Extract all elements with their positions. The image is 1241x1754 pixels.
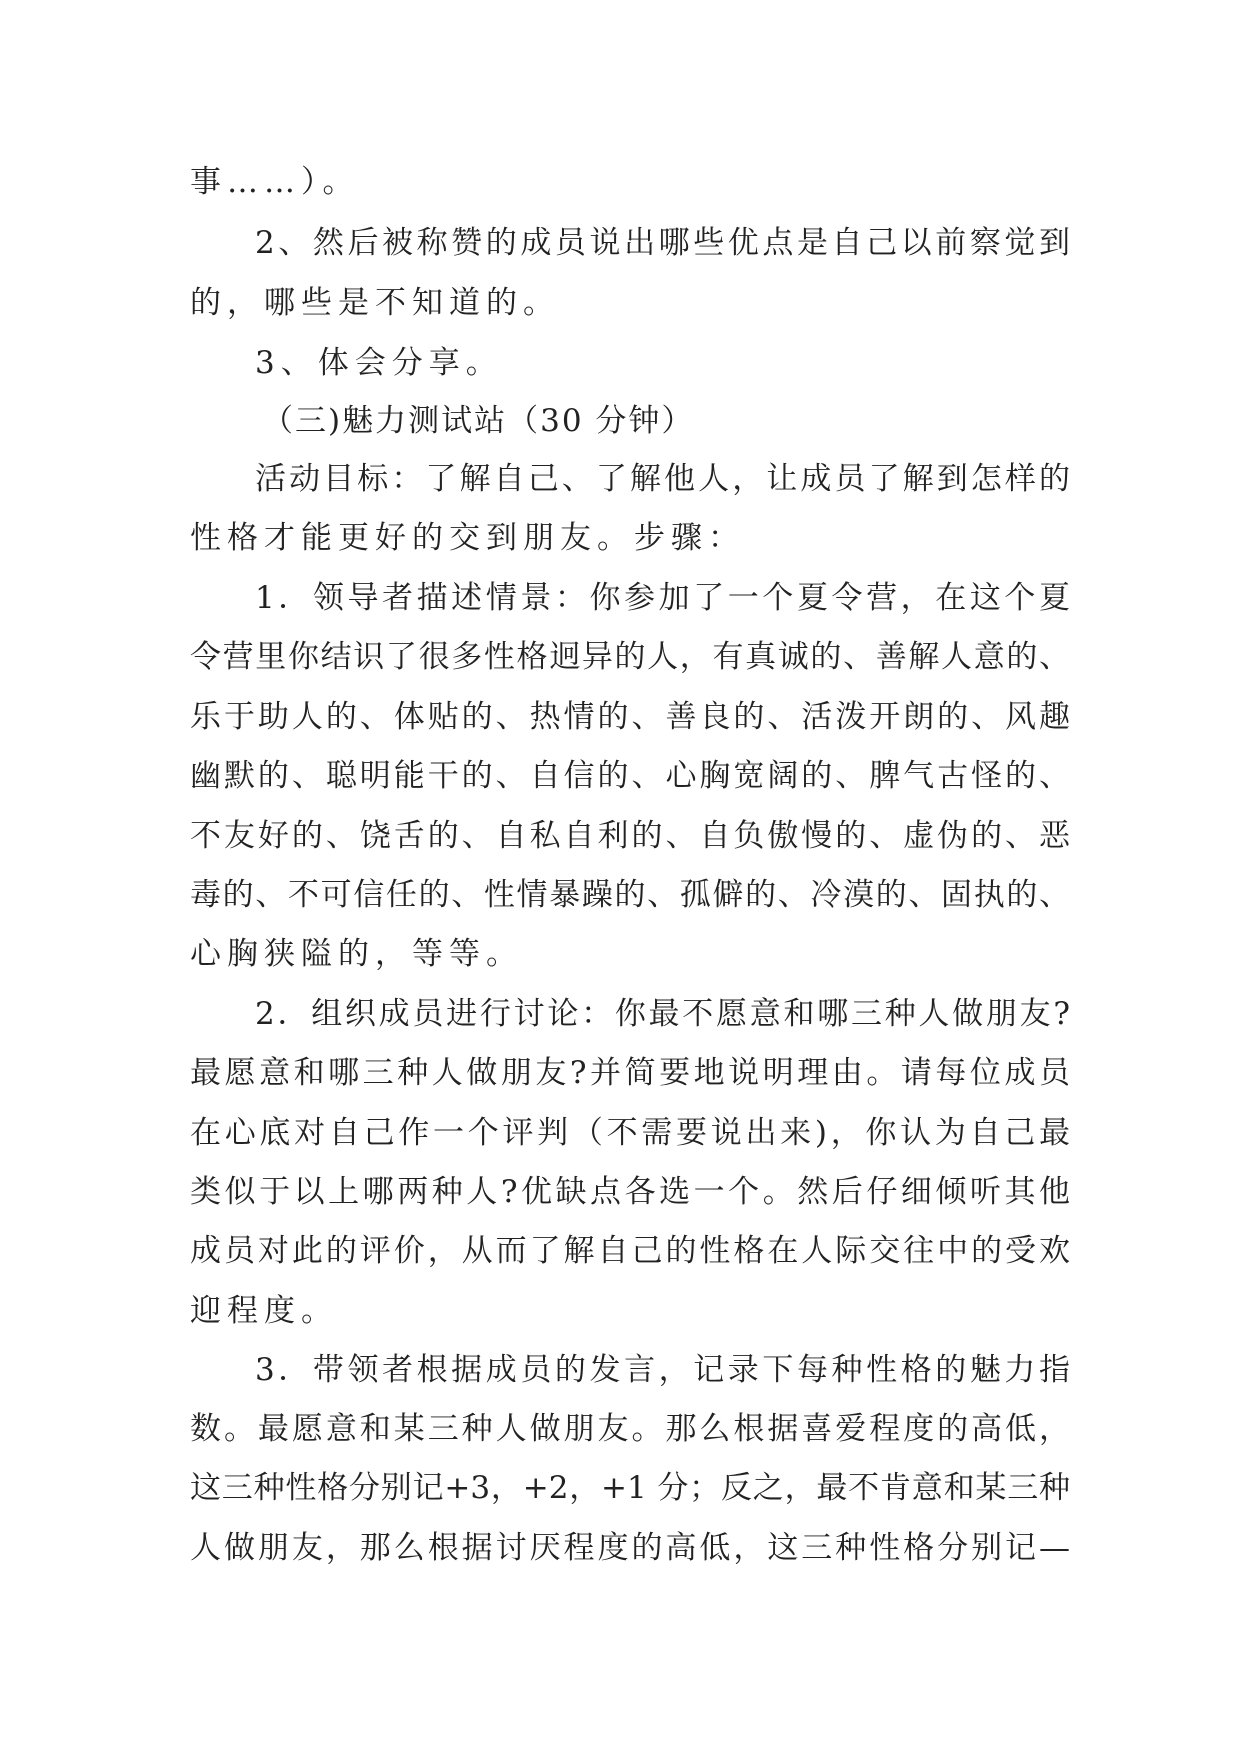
- line_3: 3、体会分享。: [255, 345, 503, 381]
- line_12: 毒的、不可信任的、性情暴躁的、孤僻的、冷漠的、固执的、: [190, 877, 1070, 913]
- line_21: 数。最愿意和某三种人做朋友。那么根据喜爱程度的高低，: [190, 1411, 1070, 1447]
- line_0: 事……）。: [190, 164, 360, 200]
- line_10: 幽默的、聪明能干的、自信的、心胸宽阔的、脾气古怪的、: [190, 758, 1070, 794]
- line_9: 乐于助人的、体贴的、热情的、善良的、活泼开朗的、风趣: [190, 699, 1070, 735]
- line_23: 人做朋友，那么根据讨厌程度的高低，这三种性格分别记—: [190, 1530, 1070, 1566]
- line_2: 的，哪些是不知道的。: [190, 285, 560, 321]
- line_8: 令营里你结识了很多性格迥异的人，有真诚的、善解人意的、: [190, 639, 1070, 675]
- line_18: 成员对此的评价，从而了解自己的性格在人际交往中的受欢: [190, 1233, 1070, 1269]
- line_6: 性格才能更好的交到朋友。步骤：: [190, 520, 745, 556]
- line_7: 1．领导者描述情景：你参加了一个夏令营，在这个夏: [255, 580, 1070, 616]
- line_15: 最愿意和哪三种人做朋友?并简要地说明理由。请每位成员: [190, 1055, 1070, 1091]
- line_22: 这三种性格分别记+3，+2，+1 分；反之，最不肯意和某三种: [190, 1470, 1070, 1506]
- line_20: 3．带领者根据成员的发言，记录下每种性格的魅力指: [255, 1352, 1070, 1388]
- line_16: 在心底对自己作一个评判（不需要说出来)，你认为自己最: [190, 1115, 1070, 1151]
- line_17: 类似于以上哪两种人?优缺点各选一个。然后仔细倾听其他: [190, 1174, 1070, 1210]
- section-heading: （三)魅力测试站（30 分钟）: [262, 403, 695, 439]
- line_14: 2．组织成员进行讨论：你最不愿意和哪三种人做朋友?: [255, 996, 1070, 1032]
- line_5: 活动目标：了解自己、了解他人，让成员了解到怎样的: [255, 461, 1070, 497]
- line_1: 2、然后被称赞的成员说出哪些优点是自己以前察觉到: [255, 225, 1070, 261]
- line_19: 迎程度。: [190, 1293, 338, 1329]
- line_11: 不友好的、饶舌的、自私自利的、自负傲慢的、虚伪的、恶: [190, 818, 1070, 854]
- line_13: 心胸狭隘的，等等。: [190, 936, 523, 972]
